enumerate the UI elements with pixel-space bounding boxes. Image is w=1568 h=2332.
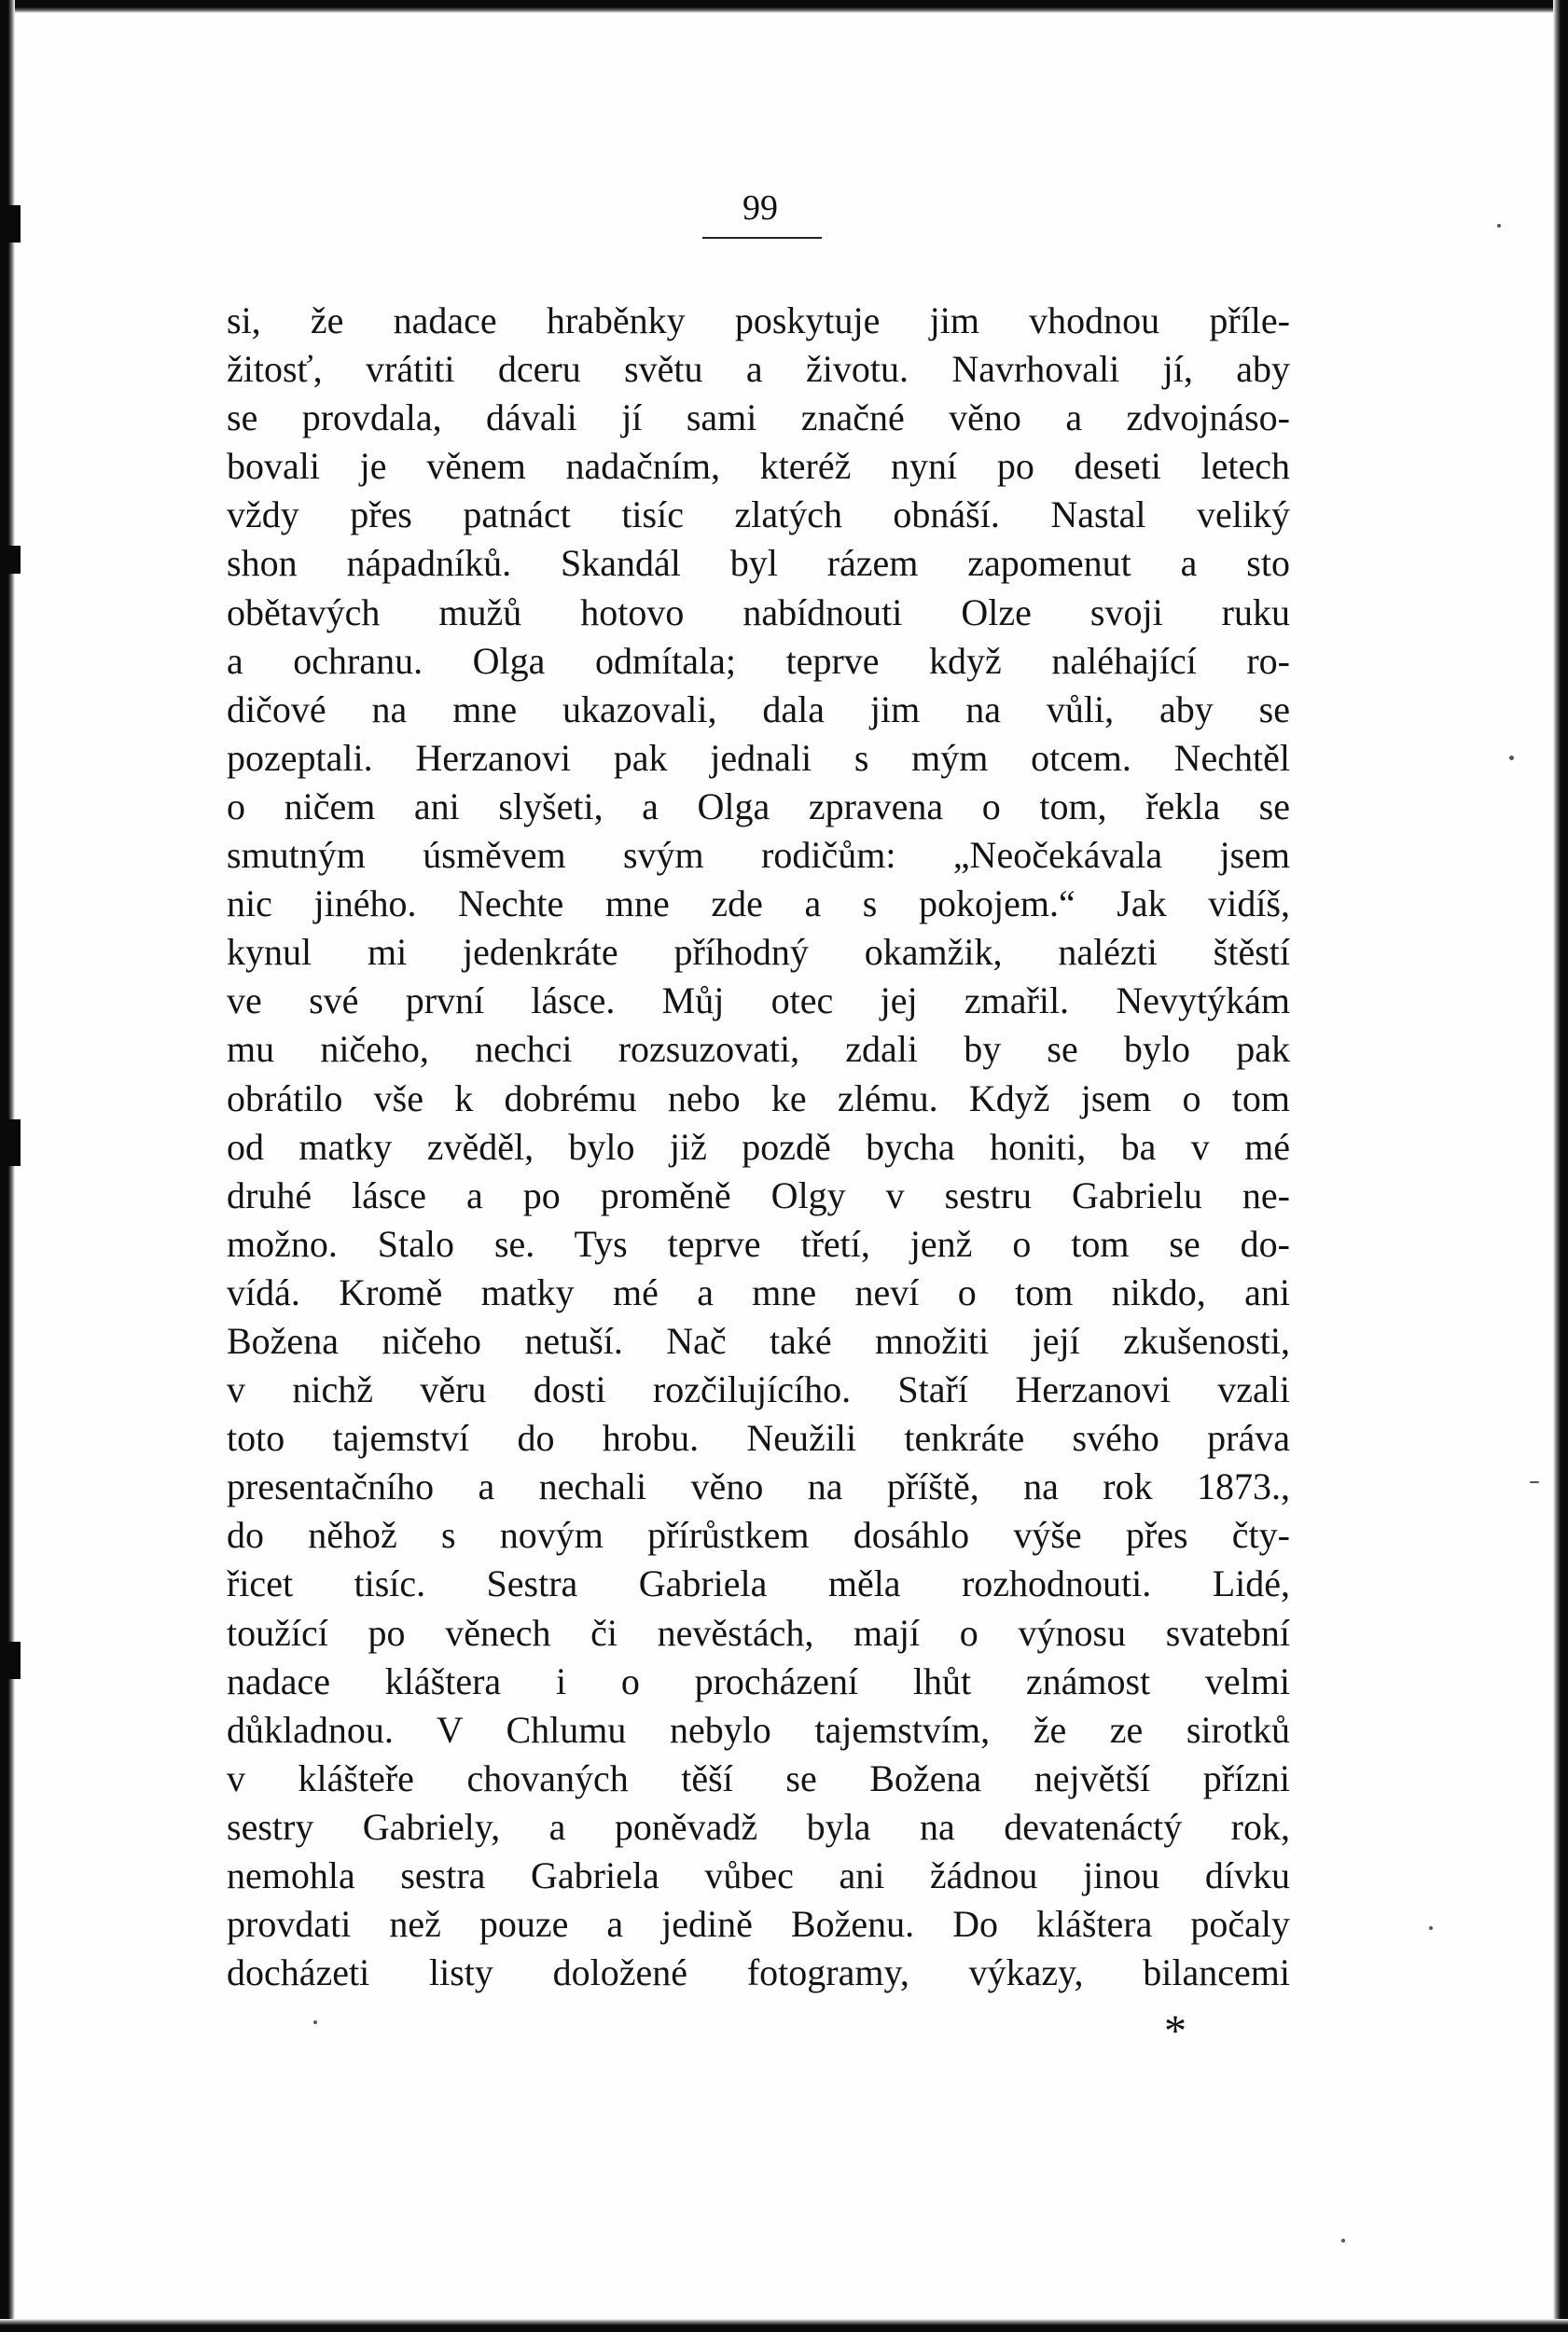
body-text [227, 297, 1290, 1997]
text-line: dičové na mne ukazovali, dala jim na vůli, aby se [227, 687, 1290, 730]
text-line: toužící po věnech či nevěstách, mají o výnosu svatební [227, 1611, 1290, 1654]
scan-speck [313, 2020, 317, 2024]
scan-notch [0, 1642, 21, 1679]
scan-speck [1341, 2239, 1345, 2242]
scan-speck [1497, 224, 1501, 228]
scan-notch [0, 546, 21, 574]
scan-speck [1530, 1481, 1539, 1483]
text-line: o ničem ani slyšeti, a Olga zpravena o tom, řekla se [227, 784, 1290, 827]
text-line: v nichž věru dosti rozčilujícího. Staří Herzanovi vzali [227, 1368, 1290, 1411]
scan-notch [0, 1119, 21, 1166]
text-line: docházeti listy doložené fotogramy, výkazy, bilancemi [227, 1951, 1290, 1994]
text-line: mu ničeho, nechci rozsuzovati, zdali by se bylo pak [227, 1028, 1290, 1071]
text-line: možno. Stalo se. Tys teprve třetí, jenž o tom se do- [227, 1222, 1290, 1265]
scan-edge-left [0, 0, 15, 2332]
text-line: bovali je věnem nadačním, kteréž nyní po deseti letech [227, 445, 1290, 488]
text-line: vídá. Kromě matky mé a mne neví o tom nikdo, ani [227, 1270, 1290, 1313]
text-line: v klášteře chovaných těší se Božena největší přízni [227, 1756, 1290, 1799]
text-line: toto tajemství do hrobu. Neužili tenkráte svého práva [227, 1417, 1290, 1460]
text-line: obětavých mužů hotovo nabídnouti Olze svoji ruku [227, 590, 1290, 633]
text-line: shon nápadníků. Skandál byl rázem zapomenut a sto [227, 542, 1290, 585]
text-line: sestry Gabriely, a poněvadž byla na devatenáctý rok, [227, 1805, 1290, 1848]
scan-edge-right [1553, 0, 1568, 2332]
page-number-rule [702, 237, 822, 239]
scan-notch [0, 205, 21, 243]
text-line: kynul mi jedenkráte příhodný okamžik, nalézti štěstí [227, 931, 1290, 974]
scan-speck [1429, 1926, 1433, 1930]
text-line: do něhož s novým přírůstkem dosáhlo výše přes čty- [227, 1514, 1290, 1557]
page-number: 99 [742, 188, 778, 228]
text-line: obrátilo vše k dobrému nebo ke zlému. Když jsem o tom [227, 1076, 1290, 1119]
signature-mark: * [1164, 2006, 1186, 2056]
text-line: od matky zvěděl, bylo již pozdě bycha honiti, ba v mé [227, 1125, 1290, 1168]
text-line: vždy přes patnáct tisíc zlatých obnáší. Nastal veliký [227, 493, 1290, 536]
text-line: důkladnou. V Chlumu nebylo tajemstvím, že ze sirotků [227, 1708, 1290, 1751]
text-line: a ochranu. Olga odmítala; teprve když naléhající ro- [227, 639, 1290, 682]
text-line: se provdala, dávali jí sami značné věno a zdvojnáso- [227, 396, 1290, 439]
scan-edge-bottom [0, 2319, 1568, 2332]
text-line: ve své první lásce. Můj otec jej zmařil. Nevytýkám [227, 979, 1290, 1022]
text-line: druhé lásce a po proměně Olgy v sestru Gabrielu ne- [227, 1173, 1290, 1216]
text-line: presentačního a nechali věno na příště, na rok 1873., [227, 1465, 1290, 1508]
text-line: nemohla sestra Gabriela vůbec ani žádnou jinou dívku [227, 1854, 1290, 1896]
text-line: nadace kláštera i o procházení lhůt známost velmi [227, 1659, 1290, 1702]
text-line: Božena ničeho netuší. Nač také množiti její zkušenosti, [227, 1319, 1290, 1362]
scan-edge-top [0, 0, 1568, 13]
scan-speck [1509, 756, 1514, 760]
text-line: žitosť, vrátiti dceru světu a životu. Navrhovali jí, aby [227, 348, 1290, 391]
text-line: pozeptali. Herzanovi pak jednali s mým otcem. Nechtěl [227, 736, 1290, 779]
text-line: si, že nadace hraběnky poskytuje jim vhodnou příle- [227, 299, 1290, 341]
text-line: smutným úsměvem svým rodičům: „Neočekávala jsem [227, 834, 1290, 877]
text-line: provdati než pouze a jedině Boženu. Do kláštera počaly [227, 1903, 1290, 1946]
text-line: nic jiného. Nechte mne zde a s pokojem.“ Jak vidíš, [227, 882, 1290, 925]
text-line: řicet tisíc. Sestra Gabriela měla rozhodnouti. Lidé, [227, 1562, 1290, 1605]
